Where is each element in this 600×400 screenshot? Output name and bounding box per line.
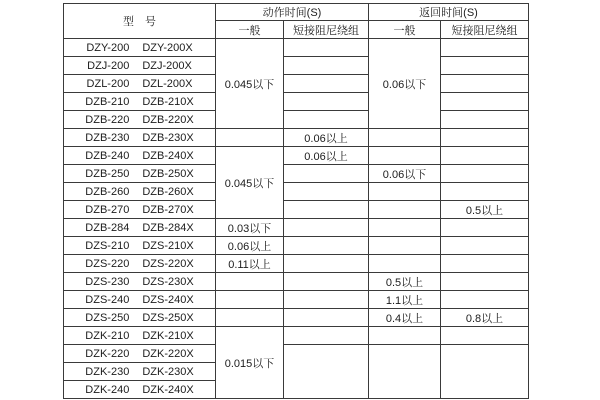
table-row-dzs-240 (64, 291, 529, 309)
model-code: DZK-220 (85, 347, 130, 360)
ret-damping-cell (441, 57, 529, 75)
ret-damping-cell (441, 183, 529, 201)
model-code-x: DZK-210X (142, 329, 194, 342)
ret-damping-cell (441, 327, 529, 345)
act-general-cell (216, 291, 284, 309)
act-general-cell: 0.11以上 (216, 255, 284, 273)
table-row-dzs-210 (64, 237, 529, 255)
model-cell (64, 363, 216, 381)
model-cell (64, 201, 216, 219)
model-cell (64, 165, 216, 183)
model-cell (64, 255, 216, 273)
ret-damping-cell (441, 291, 529, 309)
act-damping-cell (284, 255, 369, 273)
model-cell (64, 39, 216, 57)
model-code-x: DZS-250X (142, 311, 194, 324)
table-row-dzb-284 (64, 219, 529, 237)
ret-general-cell (369, 219, 441, 237)
model-code-x: DZB-284X (142, 221, 194, 234)
ret-damping-cell (441, 75, 529, 93)
ret-general-cell (369, 237, 441, 255)
act-general-cell: 0.03以下 (216, 219, 284, 237)
model-cell (64, 219, 216, 237)
act-damping-cell: 0.06以上 (284, 147, 369, 165)
act-damping-cell (284, 111, 369, 129)
act-general-merged-rows1-5: 0.045以下 (216, 39, 284, 129)
ret-general-cell (369, 147, 441, 165)
model-code: DZK-240 (85, 383, 130, 396)
model-code-x: DZB-260X (142, 185, 194, 198)
act-damping-cell (284, 93, 369, 111)
model-code-x: DZB-240X (142, 149, 194, 162)
act-general-merged-rows17-20: 0.015以下 (216, 327, 284, 399)
model-code: DZS-230 (85, 275, 130, 288)
table-row-dzb-230 (64, 129, 529, 147)
model-code: DZS-250 (85, 311, 130, 324)
table-row-dzj-200 (64, 57, 529, 75)
relay-spec-table-wrap (63, 3, 529, 399)
act-damping-cell (284, 219, 369, 237)
model-code: DZK-210 (85, 329, 130, 342)
act-damping-cell (284, 39, 369, 57)
col-header-model: 型 号 (64, 4, 216, 39)
table-row-dzb-210 (64, 93, 529, 111)
act-damping-cell (284, 75, 369, 93)
ret-damping-cell: 0.5以上 (441, 201, 529, 219)
model-code-x: DZB-230X (142, 131, 194, 144)
model-cell (64, 273, 216, 291)
model-cell (64, 183, 216, 201)
act-damping-cell (284, 165, 369, 183)
model-code: DZS-240 (85, 293, 130, 306)
ret-damping-cell (441, 129, 529, 147)
table-row-dzb-250 (64, 165, 529, 183)
model-code-x: DZL-200X (142, 77, 193, 90)
model-cell (64, 93, 216, 111)
ret-damping-cell (441, 147, 529, 165)
model-cell (64, 381, 216, 399)
act-damping-cell (284, 291, 369, 309)
ret-general-cell: 1.1以上 (369, 291, 441, 309)
ret-damping-cell (441, 219, 529, 237)
model-code-x: DZY-200X (142, 41, 193, 54)
model-code: DZK-230 (85, 365, 130, 378)
act-general-cell: 0.06以上 (216, 237, 284, 255)
ret-damping-cell (441, 93, 529, 111)
relay-spec-table (63, 3, 529, 399)
table-row-dzs-250 (64, 309, 529, 327)
header-row-1 (64, 4, 529, 21)
table-row-dzk-210 (64, 327, 529, 345)
table-row-dzb-220 (64, 111, 529, 129)
model-cell (64, 111, 216, 129)
model-code-x: DZK-240X (142, 383, 194, 396)
ret-damping-cell (441, 111, 529, 129)
model-code: DZL-200 (86, 77, 130, 90)
table-row-dzs-220 (64, 255, 529, 273)
model-cell (64, 309, 216, 327)
ret-damping-merged-rows18-20 (441, 345, 529, 399)
act-general-cell (216, 273, 284, 291)
ret-general-merged-rows1-5: 0.06以下 (369, 39, 441, 129)
act-damping-cell (284, 201, 369, 219)
col-header-action-damping: 短接阻尼绕组 (284, 21, 369, 39)
act-general-cell (216, 129, 284, 147)
ret-general-cell: 0.5以上 (369, 273, 441, 291)
table-row-dzl-200 (64, 75, 529, 93)
model-cell (64, 129, 216, 147)
model-code: DZB-230 (85, 131, 130, 144)
ret-general-cell: 0.06以下 (369, 165, 441, 183)
col-header-return-general: 一般 (369, 21, 441, 39)
model-code: DZB-260 (85, 185, 130, 198)
model-code-x: DZS-230X (142, 275, 194, 288)
ret-general-cell (369, 201, 441, 219)
col-header-action-time: 动作时间(S) (216, 4, 369, 21)
model-code-x: DZB-250X (142, 167, 194, 180)
model-code: DZB-250 (85, 167, 130, 180)
model-code: DZB-220 (85, 113, 130, 126)
ret-general-merged-rows18-20 (369, 345, 441, 399)
model-code: DZB-240 (85, 149, 130, 162)
table-row-dzb-240 (64, 147, 529, 165)
model-cell (64, 327, 216, 345)
act-damping-cell (284, 273, 369, 291)
act-damping-cell (284, 327, 369, 345)
ret-general-cell (369, 183, 441, 201)
ret-damping-cell (441, 273, 529, 291)
model-cell (64, 57, 216, 75)
ret-damping-cell (441, 255, 529, 273)
act-damping-cell (284, 183, 369, 201)
ret-general-cell (369, 255, 441, 273)
model-code-x: DZJ-200X (142, 59, 192, 72)
ret-general-cell (369, 327, 441, 345)
table-row-dzb-270 (64, 201, 529, 219)
model-code: DZS-220 (85, 257, 130, 270)
model-code: DZJ-200 (87, 59, 130, 72)
table-row-dzk-220 (64, 345, 529, 363)
model-code: DZY-200 (86, 41, 130, 54)
act-damping-merged-rows18-20 (284, 345, 369, 399)
model-code-x: DZB-210X (142, 95, 194, 108)
model-code-x: DZS-240X (142, 293, 194, 306)
table-row-dzy-200 (64, 39, 529, 57)
ret-damping-cell (441, 165, 529, 183)
act-damping-cell (284, 237, 369, 255)
model-cell (64, 237, 216, 255)
model-code-x: DZB-220X (142, 113, 194, 126)
table-row-dzs-230 (64, 273, 529, 291)
ret-general-cell: 0.4以上 (369, 309, 441, 327)
model-code: DZB-284 (85, 221, 130, 234)
act-damping-cell (284, 309, 369, 327)
act-general-merged-rows7-10: 0.045以下 (216, 147, 284, 219)
act-damping-cell: 0.06以上 (284, 129, 369, 147)
model-code: DZB-270 (85, 203, 130, 216)
model-cell (64, 345, 216, 363)
ret-damping-cell (441, 39, 529, 57)
model-code-x: DZK-220X (142, 347, 194, 360)
model-code: DZS-210 (85, 239, 130, 252)
model-code-x: DZB-270X (142, 203, 194, 216)
act-general-cell (216, 309, 284, 327)
model-cell (64, 147, 216, 165)
model-code-x: DZK-230X (142, 365, 194, 378)
model-code-x: DZS-220X (142, 257, 194, 270)
col-header-return-damping: 短接阻尼绕组 (441, 21, 529, 39)
model-cell (64, 75, 216, 93)
ret-damping-cell (441, 237, 529, 255)
ret-general-cell (369, 129, 441, 147)
model-code-x: DZS-210X (142, 239, 194, 252)
model-code: DZB-210 (85, 95, 130, 108)
act-damping-cell (284, 57, 369, 75)
col-header-return-time: 返回时间(S) (369, 4, 529, 21)
col-header-action-general: 一般 (216, 21, 284, 39)
ret-damping-cell: 0.8以上 (441, 309, 529, 327)
table-row-dzb-260 (64, 183, 529, 201)
model-cell (64, 291, 216, 309)
